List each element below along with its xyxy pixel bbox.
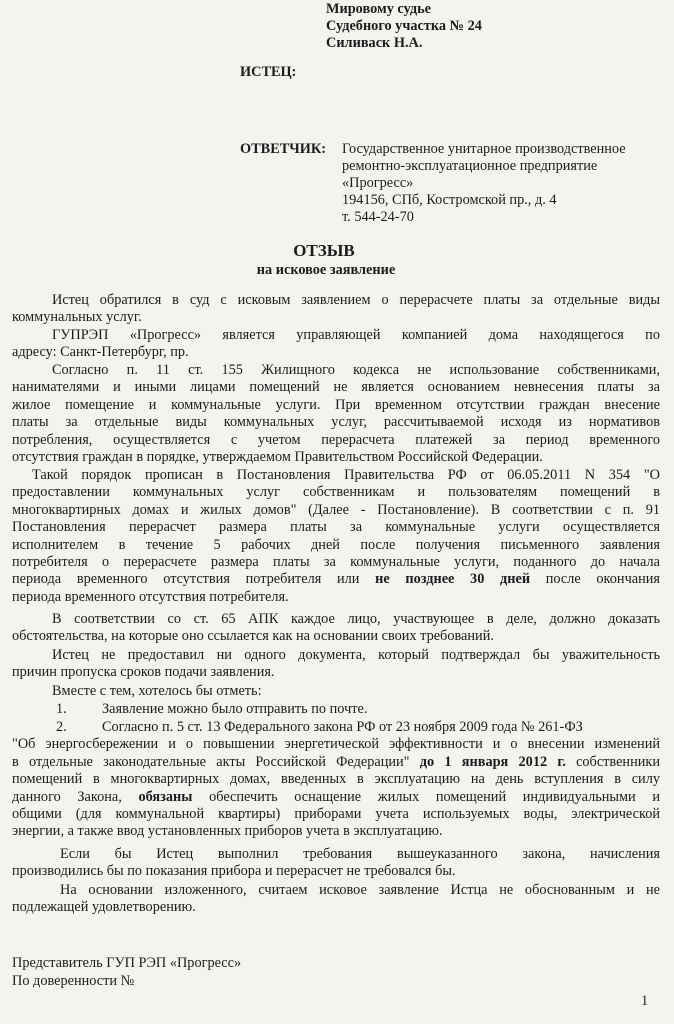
list-item-1: 1. Заявление можно было отправить по почте. (56, 701, 368, 717)
defendant-address: 194156, СПб, Костромской пр., д. 4 (342, 192, 557, 208)
addressee-line-2: Судебного участка № 24 (326, 18, 482, 34)
addressee-line-1: Мировому судье (326, 1, 431, 17)
document-title: ОТЗЫВ (293, 241, 355, 260)
paragraph-6: Истец не предоставил ни одного документа, который подтверждал бы уважительность причин пропуска сроков подачи заявления. (12, 647, 660, 681)
paragraph-2: ГУПРЭП «Прогресс» является управляющей компанией дома находящегося по адресу: Санкт-Петербург, пр. (12, 327, 660, 361)
paragraph-7: Вместе с тем, хотелось бы отметь: (52, 683, 262, 699)
paragraph-5: В соответствии со ст. 65 АПК каждое лицо, участвующее в деле, должно доказать обстоятельства, на которые оно ссылается как на основании своих требований. (12, 611, 660, 645)
date-highlight: до 1 января 2012 г. (419, 753, 566, 770)
defendant-phone: т. 544-24-70 (342, 209, 414, 225)
plaintiff-label: ИСТЕЦ: (240, 64, 297, 80)
list-item-2: 2. Согласно п. 5 ст. 13 Федерального закона РФ от 23 ноября 2009 года № 261-ФЗ "Об энергосбережении и о повышении энергетической эффективности и о внесении изменений в отдельные законодательные акты Российской Федерации" до 1 января 2012 г. собственники помещений в многоквартирных домах, введенных в эксплуатацию на день вступления в силу данного Закона, обязаны обеспечить оснащение жилых помещений индивидуальными и общими (для коммунальной квартиры) приборами учета используемых воды, электрической энергии, а также ввод установленных приборов учета в эксплуатацию. (12, 719, 660, 840)
paragraph-3: Согласно п. 11 ст. 155 Жилищного кодекса не использование собственниками, нанимателями и иными лицами помещений не является основанием невнесения платы за жилое помещение и коммунальные услуги. При временном отсутствии граждан внесение платы за отдельные виды коммунальных услуг, рассчитываемой исходя из нормативов потребления, осуществляется с учетом перерасчета платежей за период временного отсутствия граждан в порядке, утверждаемом Правительством Российской Федерации. (12, 362, 660, 466)
paragraph-8: Если бы Истец выполнил требования вышеуказанного закона, начисления производились бы по показания прибора и перерасчет не требовался бы. (12, 846, 660, 880)
obligation-highlight: обязаны (138, 788, 193, 805)
defendant-name-line-2: ремонтно-эксплуатационное предприятие (342, 158, 598, 174)
addressee-line-3: Силиваск Н.А. (326, 35, 423, 51)
page-number: 1 (641, 993, 649, 1009)
deadline-highlight: не позднее 30 дней (375, 571, 531, 588)
defendant-name-line-1: Государственное унитарное производственное (342, 141, 626, 157)
paragraph-4: Такой порядок прописан в Постановления Правительства РФ от 06.05.2011 N 354 "О предоставлении коммунальных услуг собственникам и пользователям помещений в многоквартирных домах и жилых домов" (Далее - Постановление). В соответствии с п. 91 Постановления перерасчет размера платы за коммунальные услуги осуществляется исполнителем в течение 5 рабочих дней после получения письменного заявления потребителя о перерасчете размера платы за коммунальные услуги, поданного до начала периода временного отсутствия потребителя или не позднее 30 дней после окончания периода временного отсутствия потребителя. (12, 467, 660, 605)
signature-line-1: Представитель ГУП РЭП «Прогресс» (12, 955, 242, 971)
signature-line-2: По доверенности № (12, 973, 135, 989)
defendant-label: ОТВЕТЧИК: (240, 141, 327, 157)
paragraph-1: Истец обратился в суд с исковым заявлением о перерасчете платы за отдельные виды коммунальных услуг. (12, 292, 660, 326)
paragraph-9: На основании изложенного, считаем исковое заявление Истца не обоснованным и не подлежащей удовлетворению. (12, 882, 660, 916)
document-subtitle: на исковое заявление (256, 262, 396, 278)
defendant-name-line-3: «Прогресс» (342, 175, 414, 191)
